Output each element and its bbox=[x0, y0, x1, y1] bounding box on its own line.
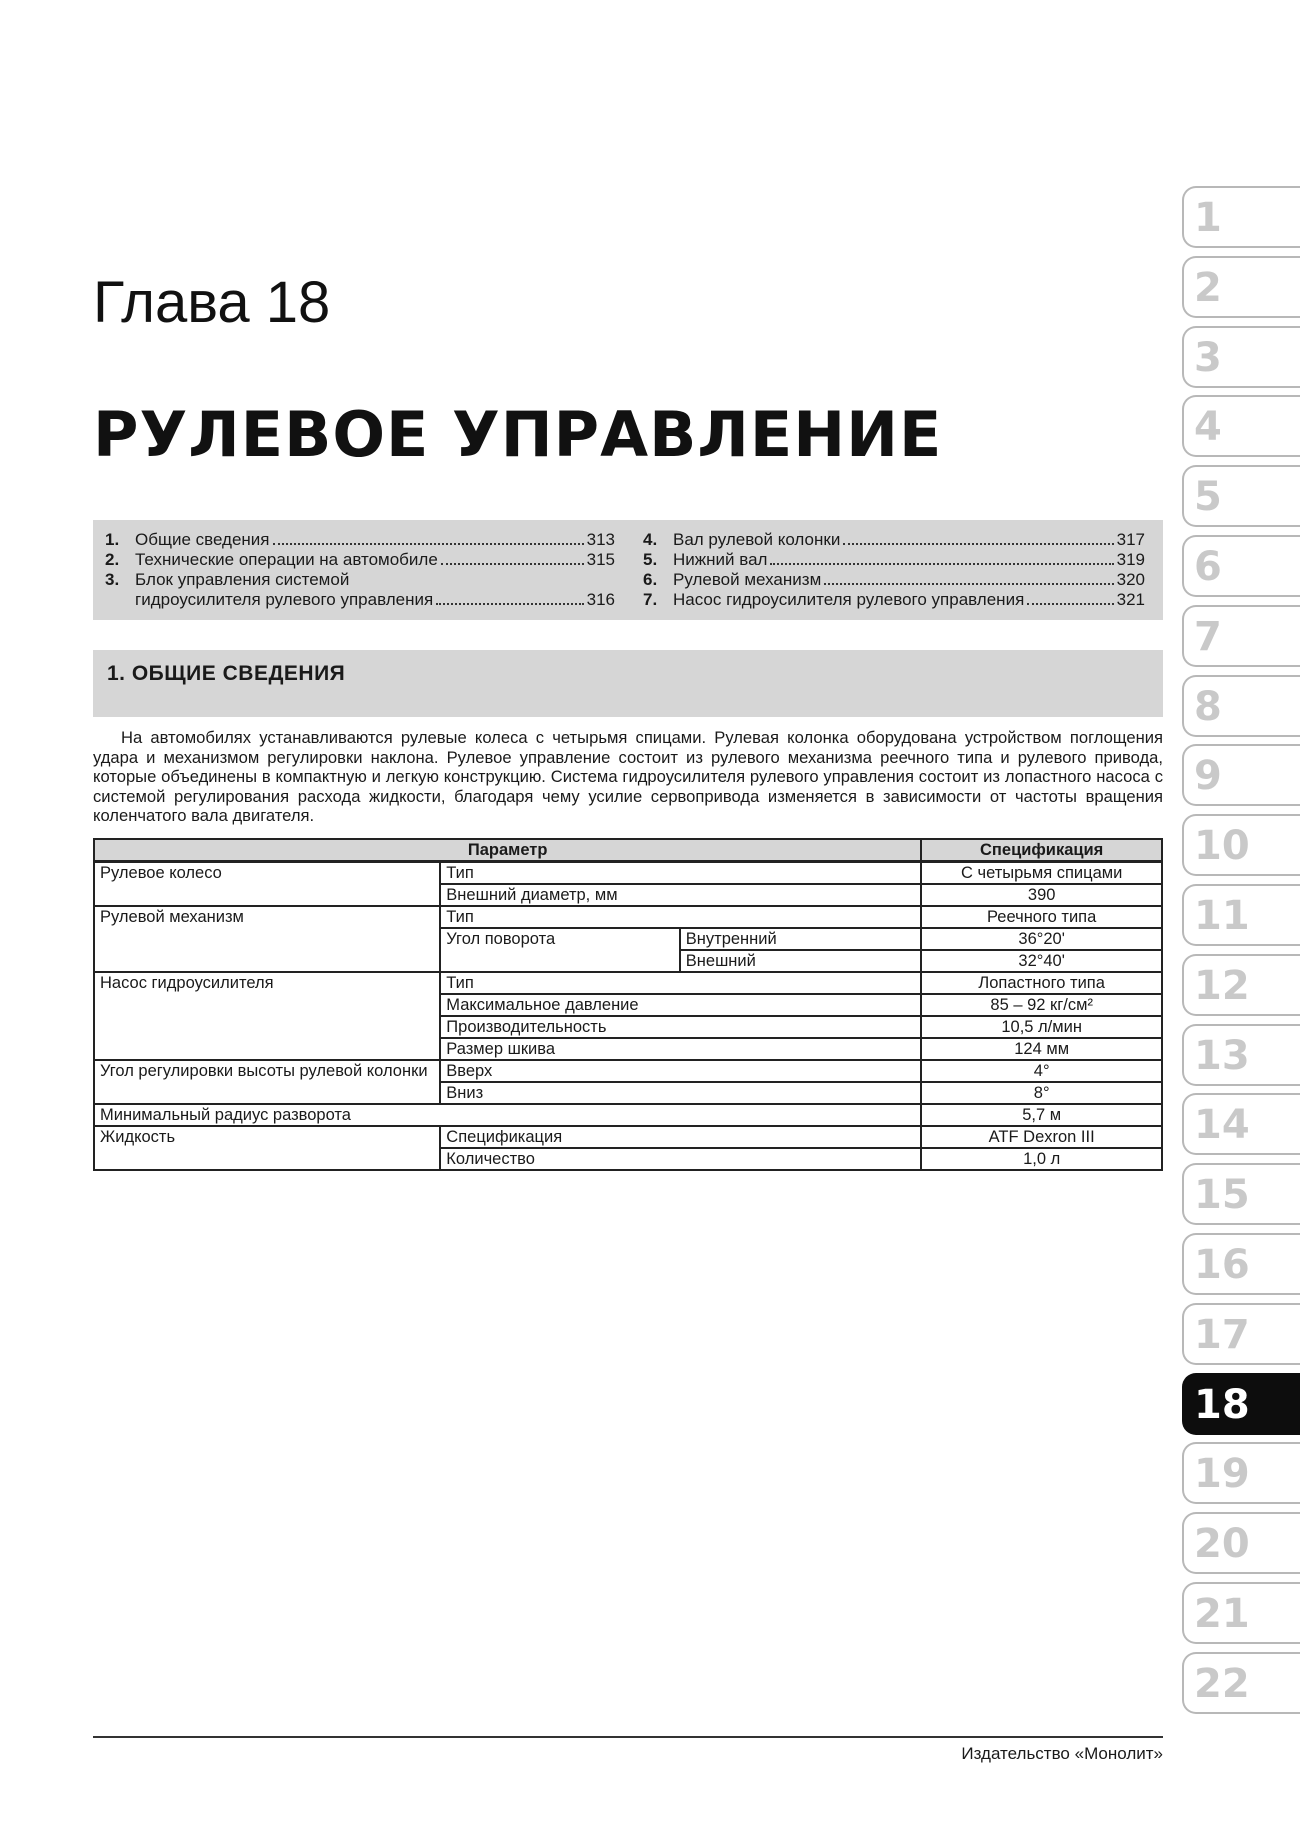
chapter-tab-12[interactable] bbox=[1182, 954, 1300, 1016]
spec-value: 32°40' bbox=[921, 950, 1162, 972]
toc-leader-dots bbox=[441, 563, 584, 565]
param-name: Тип bbox=[440, 862, 921, 885]
chapter-tabs bbox=[1182, 186, 1300, 1722]
chapter-tab-number: 2 bbox=[1194, 264, 1222, 311]
chapter-tab-number: 14 bbox=[1194, 1102, 1250, 1149]
param-subname: Внутренний bbox=[680, 928, 922, 950]
toc-item[interactable] bbox=[643, 530, 1145, 550]
spec-value: 1,0 л bbox=[921, 1148, 1162, 1170]
param-name: Количество bbox=[440, 1148, 921, 1170]
chapter-tab-19[interactable] bbox=[1182, 1442, 1300, 1504]
param-name: Максимальное давление bbox=[440, 994, 921, 1016]
chapter-tab-3[interactable] bbox=[1182, 326, 1300, 388]
chapter-tab-number: 12 bbox=[1194, 962, 1250, 1009]
table-row bbox=[94, 1104, 1162, 1126]
chapter-tab-number: 5 bbox=[1194, 474, 1222, 521]
toc-item[interactable] bbox=[643, 590, 1145, 610]
chapter-tab-15[interactable] bbox=[1182, 1163, 1300, 1225]
chapter-tab-number: 17 bbox=[1194, 1311, 1250, 1358]
toc-item[interactable] bbox=[105, 550, 615, 570]
chapter-tab-5[interactable] bbox=[1182, 465, 1300, 527]
toc-item-label: Рулевой механизм bbox=[673, 570, 822, 589]
param-name: Размер шкива bbox=[440, 1038, 921, 1060]
toc-item-page: 321 bbox=[1116, 590, 1145, 609]
chapter-tab-number: 15 bbox=[1194, 1172, 1250, 1219]
header-specification: Спецификация bbox=[921, 839, 1162, 862]
chapter-tab-number: 4 bbox=[1194, 404, 1222, 451]
param-name: Производительность bbox=[440, 1016, 921, 1038]
spec-value: 8° bbox=[921, 1082, 1162, 1104]
chapter-tab-number: 18 bbox=[1194, 1381, 1250, 1428]
chapter-tab-6[interactable] bbox=[1182, 535, 1300, 597]
chapter-label: Глава 18 bbox=[93, 270, 331, 335]
toc-item-page: 315 bbox=[586, 550, 615, 569]
toc-item-number: 4. bbox=[643, 530, 658, 549]
chapter-tab-number: 11 bbox=[1194, 892, 1250, 939]
chapter-tab-21[interactable] bbox=[1182, 1582, 1300, 1644]
intro-text: На автомобилях устанавливаются рулевые колеса с четырьмя спицами. Рулевая колонка оборудована устройством поглощения удара и механизмом регулировки наклона. Рулевое управление состоит из рулевого механизма реечного типа и рулевого привода, которые объединены в компактную и легкую конструкцию. Система гидроусилителя рулевого управления состоит из лопастного насоса с системой регулирования расхода жидкости, благодаря чему усилие сервопривода изменяется в зависимости от частоты вращения коленчатого вала двигателя. bbox=[93, 728, 1163, 826]
chapter-tab-number: 10 bbox=[1194, 823, 1250, 870]
table-row bbox=[94, 1060, 1162, 1082]
toc-column-left bbox=[105, 530, 615, 610]
toc-item[interactable] bbox=[105, 530, 615, 550]
toc-leader-dots bbox=[1027, 603, 1113, 605]
param-group-name: Жидкость bbox=[94, 1126, 440, 1170]
toc-item-label-continuation: гидроусилителя рулевого управления bbox=[135, 590, 434, 609]
spec-value: 124 мм bbox=[921, 1038, 1162, 1060]
param-name: Угол поворота bbox=[440, 928, 679, 972]
toc-item-number: 7. bbox=[643, 590, 658, 609]
spec-table bbox=[93, 838, 1163, 1171]
toc-item-label: Вал рулевой колонки bbox=[673, 530, 841, 549]
chapter-tab-number: 6 bbox=[1194, 543, 1222, 590]
toc-item-label: Технические операции на автомобиле bbox=[135, 550, 438, 569]
param-name: Вверх bbox=[440, 1060, 921, 1082]
spec-value: 36°20' bbox=[921, 928, 1162, 950]
chapter-tab-9[interactable] bbox=[1182, 744, 1300, 806]
chapter-tab-number: 22 bbox=[1194, 1660, 1250, 1707]
toc-item-number: 6. bbox=[643, 570, 658, 589]
toc-item-page: 313 bbox=[586, 530, 615, 549]
chapter-toc bbox=[93, 520, 1163, 620]
spec-value: Реечного типа bbox=[921, 906, 1162, 928]
toc-leader-dots bbox=[436, 603, 583, 605]
chapter-tab-number: 7 bbox=[1194, 613, 1222, 660]
toc-leader-dots bbox=[770, 563, 1113, 565]
toc-item-page: 320 bbox=[1116, 570, 1145, 589]
chapter-tab-18[interactable] bbox=[1182, 1373, 1300, 1435]
toc-item-number: 1. bbox=[105, 530, 120, 549]
chapter-tab-number: 8 bbox=[1194, 683, 1222, 730]
header-parameter: Параметр bbox=[94, 839, 921, 862]
toc-item-label: Блок управления системой bbox=[135, 570, 350, 589]
chapter-tab-8[interactable] bbox=[1182, 675, 1300, 737]
table-row bbox=[94, 1126, 1162, 1148]
toc-item-number: 2. bbox=[105, 550, 120, 569]
toc-item-page: 317 bbox=[1116, 530, 1145, 549]
chapter-tab-number: 19 bbox=[1194, 1451, 1250, 1498]
toc-leader-dots bbox=[273, 543, 584, 545]
chapter-tab-number: 13 bbox=[1194, 1032, 1250, 1079]
chapter-tab-number: 20 bbox=[1194, 1521, 1250, 1568]
param-group-name: Рулевое колесо bbox=[94, 862, 440, 907]
chapter-title: РУЛЕВОЕ УПРАВЛЕНИЕ bbox=[93, 398, 943, 471]
chapter-tab-13[interactable] bbox=[1182, 1024, 1300, 1086]
toc-item-label: Нижний вал bbox=[673, 550, 768, 569]
chapter-tab-7[interactable] bbox=[1182, 605, 1300, 667]
param-group-name: Угол регулировки высоты рулевой колонки bbox=[94, 1060, 440, 1104]
chapter-tab-number: 16 bbox=[1194, 1241, 1250, 1288]
spec-value: С четырьмя спицами bbox=[921, 862, 1162, 885]
spec-value: 4° bbox=[921, 1060, 1162, 1082]
toc-leader-dots bbox=[824, 583, 1113, 585]
chapter-tab-number: 1 bbox=[1194, 195, 1222, 241]
param-name: Тип bbox=[440, 972, 921, 994]
table-header-row bbox=[94, 839, 1162, 862]
chapter-tab-1[interactable] bbox=[1182, 186, 1300, 248]
chapter-tab-number: 21 bbox=[1194, 1590, 1250, 1637]
table-row bbox=[94, 862, 1162, 885]
toc-item-number: 3. bbox=[105, 570, 120, 589]
intro-paragraph bbox=[93, 728, 1163, 826]
chapter-tab-4[interactable] bbox=[1182, 395, 1300, 457]
spec-value: 10,5 л/мин bbox=[921, 1016, 1162, 1038]
param-group-name: Минимальный радиус разворота bbox=[94, 1104, 921, 1126]
spec-value: 390 bbox=[921, 884, 1162, 906]
section-heading-bar bbox=[93, 650, 1163, 717]
footer-rule bbox=[93, 1736, 1163, 1738]
param-name: Внешний диаметр, мм bbox=[440, 884, 921, 906]
param-name: Спецификация bbox=[440, 1126, 921, 1148]
section-title: 1. ОБЩИЕ СВЕДЕНИЯ bbox=[107, 662, 346, 685]
param-name: Вниз bbox=[440, 1082, 921, 1104]
toc-item[interactable] bbox=[643, 550, 1145, 570]
toc-item-number: 5. bbox=[643, 550, 658, 569]
toc-item-label: Общие сведения bbox=[135, 530, 270, 549]
chapter-tab-20[interactable] bbox=[1182, 1512, 1300, 1574]
chapter-tab-16[interactable] bbox=[1182, 1233, 1300, 1295]
chapter-tab-number: 9 bbox=[1194, 753, 1222, 800]
chapter-tab-number: 3 bbox=[1194, 334, 1222, 381]
param-group-name: Насос гидроусилителя bbox=[94, 972, 440, 1060]
table-row bbox=[94, 972, 1162, 994]
toc-column-right bbox=[643, 530, 1145, 610]
chapter-tab-22[interactable] bbox=[1182, 1652, 1300, 1714]
param-subname: Внешний bbox=[680, 950, 922, 972]
param-group-name: Рулевой механизм bbox=[94, 906, 440, 972]
publisher-name: Издательство «Монолит» bbox=[961, 1744, 1163, 1763]
toc-item-continuation[interactable] bbox=[105, 590, 615, 610]
toc-item[interactable] bbox=[643, 570, 1145, 590]
toc-item-label: Насос гидроусилителя рулевого управления bbox=[673, 590, 1025, 609]
table-row bbox=[94, 906, 1162, 928]
chapter-tab-17[interactable] bbox=[1182, 1303, 1300, 1365]
chapter-tab-10[interactable] bbox=[1182, 814, 1300, 876]
chapter-tab-14[interactable] bbox=[1182, 1093, 1300, 1155]
chapter-tab-11[interactable] bbox=[1182, 884, 1300, 946]
toc-item-page: 316 bbox=[586, 590, 615, 609]
toc-leader-dots bbox=[843, 543, 1113, 545]
chapter-tab-2[interactable] bbox=[1182, 256, 1300, 318]
param-name: Тип bbox=[440, 906, 921, 928]
spec-value: ATF Dexron III bbox=[921, 1126, 1162, 1148]
spec-value: Лопастного типа bbox=[921, 972, 1162, 994]
spec-value: 85 – 92 кг/см² bbox=[921, 994, 1162, 1016]
spec-value: 5,7 м bbox=[921, 1104, 1162, 1126]
toc-item-page: 319 bbox=[1116, 550, 1145, 569]
toc-item[interactable] bbox=[105, 570, 615, 590]
